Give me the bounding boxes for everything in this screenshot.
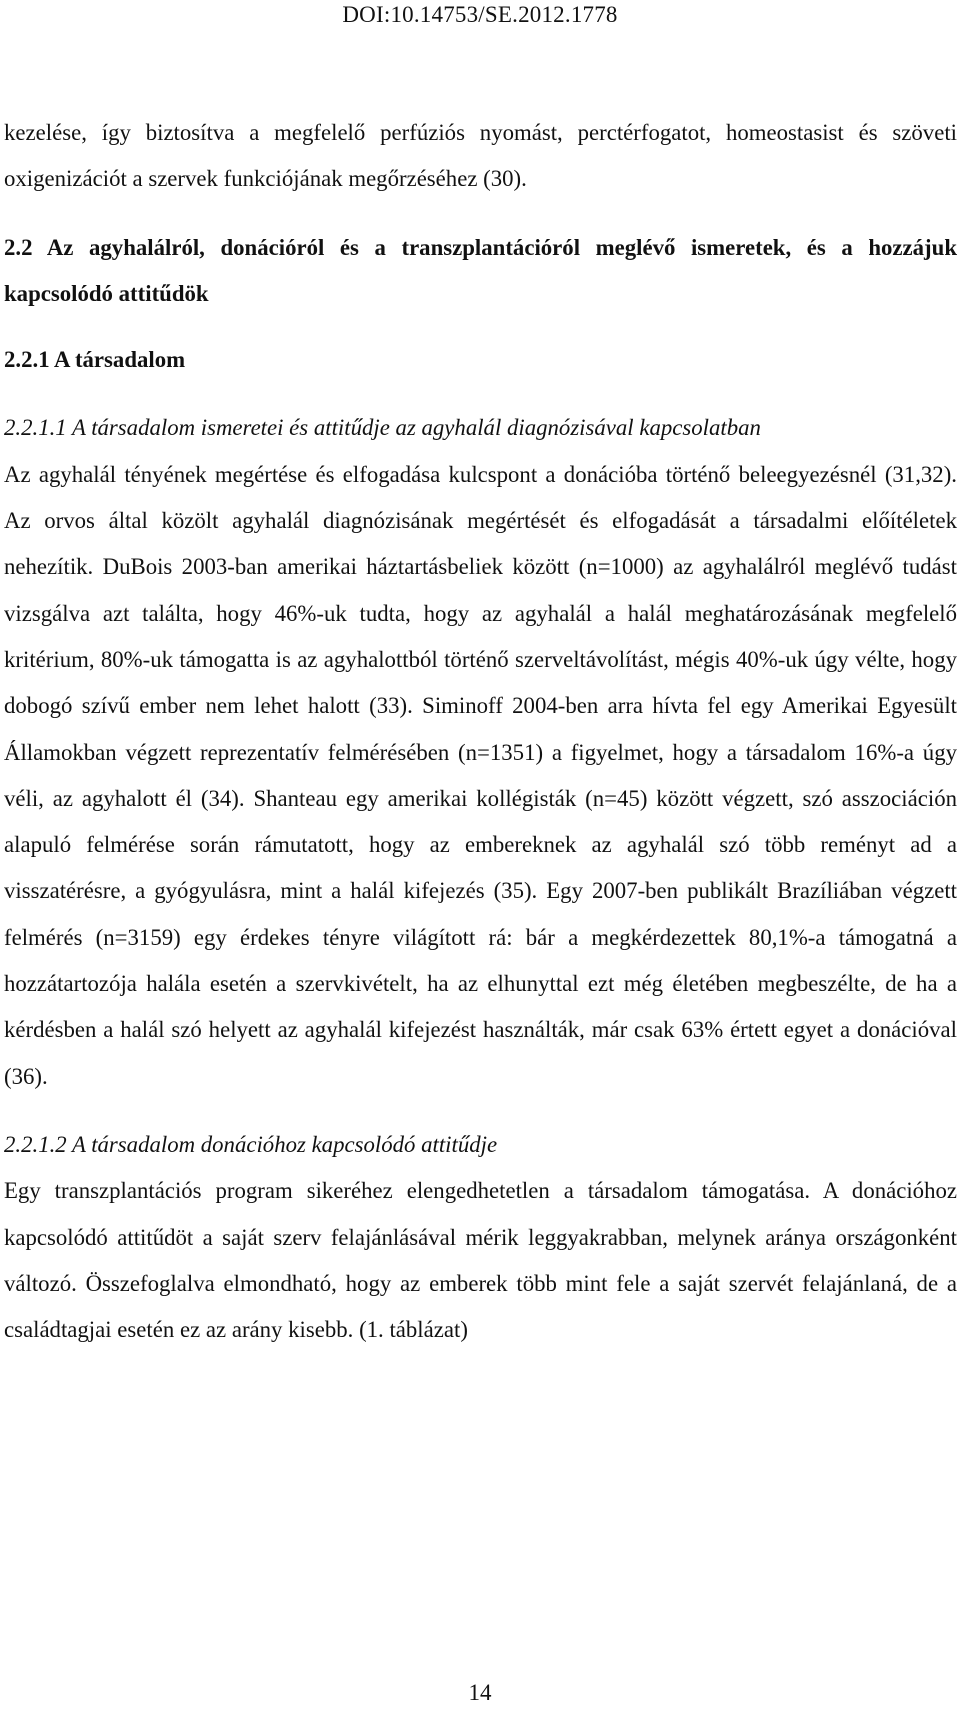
section-heading-2-2: 2.2 Az agyhalálról, donációról és a transzplantációról meglévő ismeretek, és a hozzájuk kapcsolódó attitűdök [4,234,957,306]
paragraph-2: Az agyhalál tényének megértése és elfogadása kulcspont a donációba történő beleegyezésnél (31,32). Az orvos által közölt agyhalál diagnózisának megértését és elfogadását a társadalmi előítéletek nehezítik. DuBois 2003-ban amerikai háztartásbeliek között (n=1000) az agyhalálról meglévő tudást vizsgálva azt találta, hogy 46%-uk tudta, hogy az agyhalál a halál meghatározásának megfelelő kritérium, 80%-uk támogatta is az agyhalottból történő szerveltávolítást, mégis 40%-uk úgy vélte, hogy dobogó szívű ember nem lehet halott (33). Siminoff 2004-ben arra hívta fel egy Amerikai Egyesült Államokban végzett reprezentatív felmérésében (n=1351) a figyelmet, hogy a társadalom 16%-a úgy véli, az agyhalott él (34). Shanteau egy amerikai kollégisták (n=45) között végzett, szó asszociáción alapuló felmérése során rámutatott, hogy az embereknek az agyhalál szó több reményt ad a visszatérésre, a gyógyulásra, mint a halál kifejezés (35). Egy 2007-ben publikált Brazíliában végzett felmérés (n=3159) egy érdekes tényre világított rá: bár a megkérdezettek 80,1%-a támogatná a hozzátartozója halála esetén a szervkivételt, ha az elhunyttal ezt még életében megbeszélte, de ha a kérdésben a halál szó helyett az agyhalál kifejezést használták, már csak 63% értett egyet a donációval (36). [4,461,957,1089]
section-heading-2-2-1-1: 2.2.1.1 A társadalom ismeretei és attitűdje az agyhalál diagnózisával kapcsolatban [4,415,761,441]
section-heading-2-2-1: 2.2.1 A társadalom [4,347,186,373]
doi-header: DOI:10.14753/SE.2012.1778 [342,2,618,27]
page-content [4,110,957,1353]
paragraph-3: Egy transzplantációs program sikeréhez elengedhetetlen a társadalom támogatása. A donációhoz kapcsolódó attitűdöt a saját szerv felajánlásával mérik leggyakrabban, melynek aránya országonként változó. Összefoglalva elmondható, hogy az emberek több mint fele a saját szervét felajánlaná, de a családtagjai esetén ez az arány kisebb. (1. táblázat) [4,1178,957,1343]
page-number: 14 [468,1680,492,1705]
section-heading-2-2-1-2: 2.2.1.2 A társadalom donációhoz kapcsolódó attitűdje [4,1131,498,1157]
paragraph-1: kezelése, így biztosítva a megfelelő perfúziós nyomást, perctérfogatot, homeostasist és szöveti oxigenizációt a szervek funkciójának megőrzéséhez (30). [4,120,957,192]
